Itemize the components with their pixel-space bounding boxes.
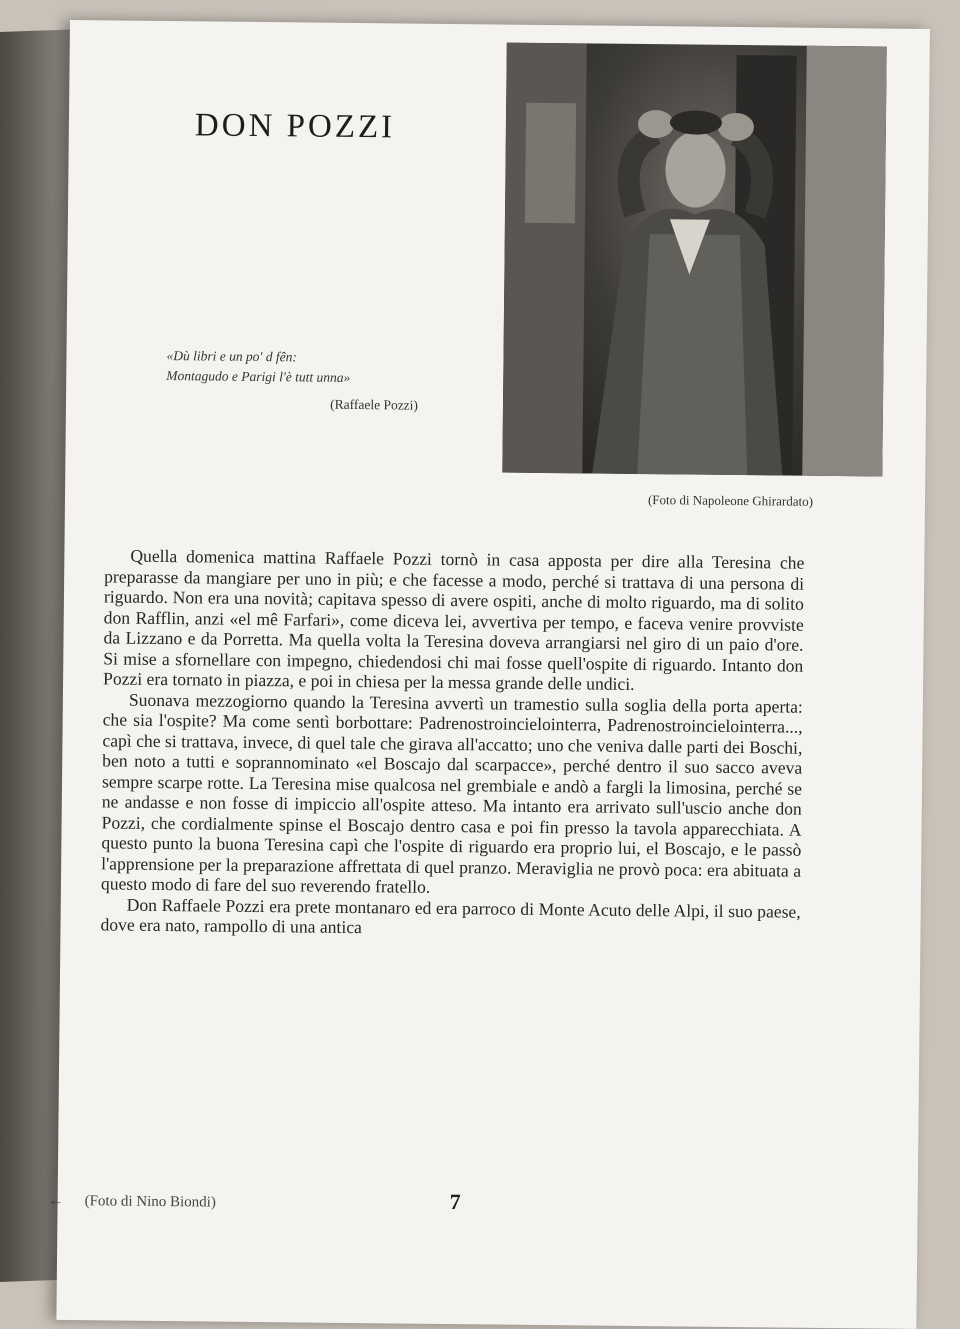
- page-number: 7: [449, 1189, 461, 1215]
- epigraph-line-2: Montagudo e Parigi l'è tutt unna»: [166, 368, 351, 385]
- book-page: [47, 20, 930, 1329]
- photo-caption: (Foto di Napoleone Ghirardato): [647, 492, 814, 509]
- portrait-photo: [502, 43, 886, 477]
- left-arrow-icon: ←: [47, 1191, 64, 1209]
- page-title: DON POZZI: [194, 107, 396, 146]
- portrait-figure: [502, 43, 886, 477]
- paragraph-3: Don Raffaele Pozzi era prete montanaro ed era parroco di Monte Acuto delle Alpi, il suo paese, dove era nato, rampollo di una antica: [100, 894, 801, 938]
- paragraph-2: Suonava mezzogiorno quando la Teresina avvertì un tramestio sulla soglia della porta aperta: che sia l'ospite? Ma come sentì borbottare: Padrenostroincielointerra, Padrenostroincielointerra..., capì che si trattava, invece, di quel tale che girava all'accatto; uno che veniva dalle parti dei Boschi, ben noto a tutti e soprannominato «el Boscajo dal scarpacce», perché dentro il suo sacco aveva sempre scarpe rotte. La Teresina mise qualcosa nel grembiale e andò a fargli la limosina, perché se ne andasse e non fosse di impiccio all'ospite atteso. Ma intanto era arrivato sull'uscio anche don Pozzi, che cordialmente spinse el Boscajo dentro casa e poi fin presso la tavola apparecchiata. A questo punto la buona Teresina capì che l'ospite di riguardo era proprio lui, el Boscajo, e le passò l'apprensione per la preparazione affrettata di quel pranzo. Meraviglia ne provò poca: era abituata a questo modo di fare del suo reverendo fratello.: [100, 689, 803, 897]
- article-body: [100, 545, 804, 942]
- epigraph: [166, 346, 419, 416]
- paragraph-1: Quella domenica mattina Raffaele Pozzi tornò in casa apposta per dire alla Teresina che preparasse da mangiare per uno in più; e che facesse a modo, perché si trattava di una persona di riguardo. Non era una novità; capitava spesso di avere ospiti, anche di molto riguardo, ma di solito don Rafflin, anzi «el mê Farfari», come diceva lei, avvertiva per tempo, e faceva venire provviste da Lizzano e da Porretta. Ma quella volta la Teresina doveva arrangiarsi nel giro di un paio d'ore. Si mise a sfornellare con impegno, chiedendosi chi mai fosse quell'ospite di riguardo. Intanto don Pozzi era tornato in piazza, e poi in chiesa per la messa grande delle undici.: [103, 545, 805, 694]
- epigraph-line-1: «Dù libri e un po' d fên:: [166, 348, 297, 365]
- epigraph-author: (Raffaele Pozzi): [330, 396, 419, 413]
- footer-photo-credit: (Foto di Nino Biondi): [84, 1193, 216, 1211]
